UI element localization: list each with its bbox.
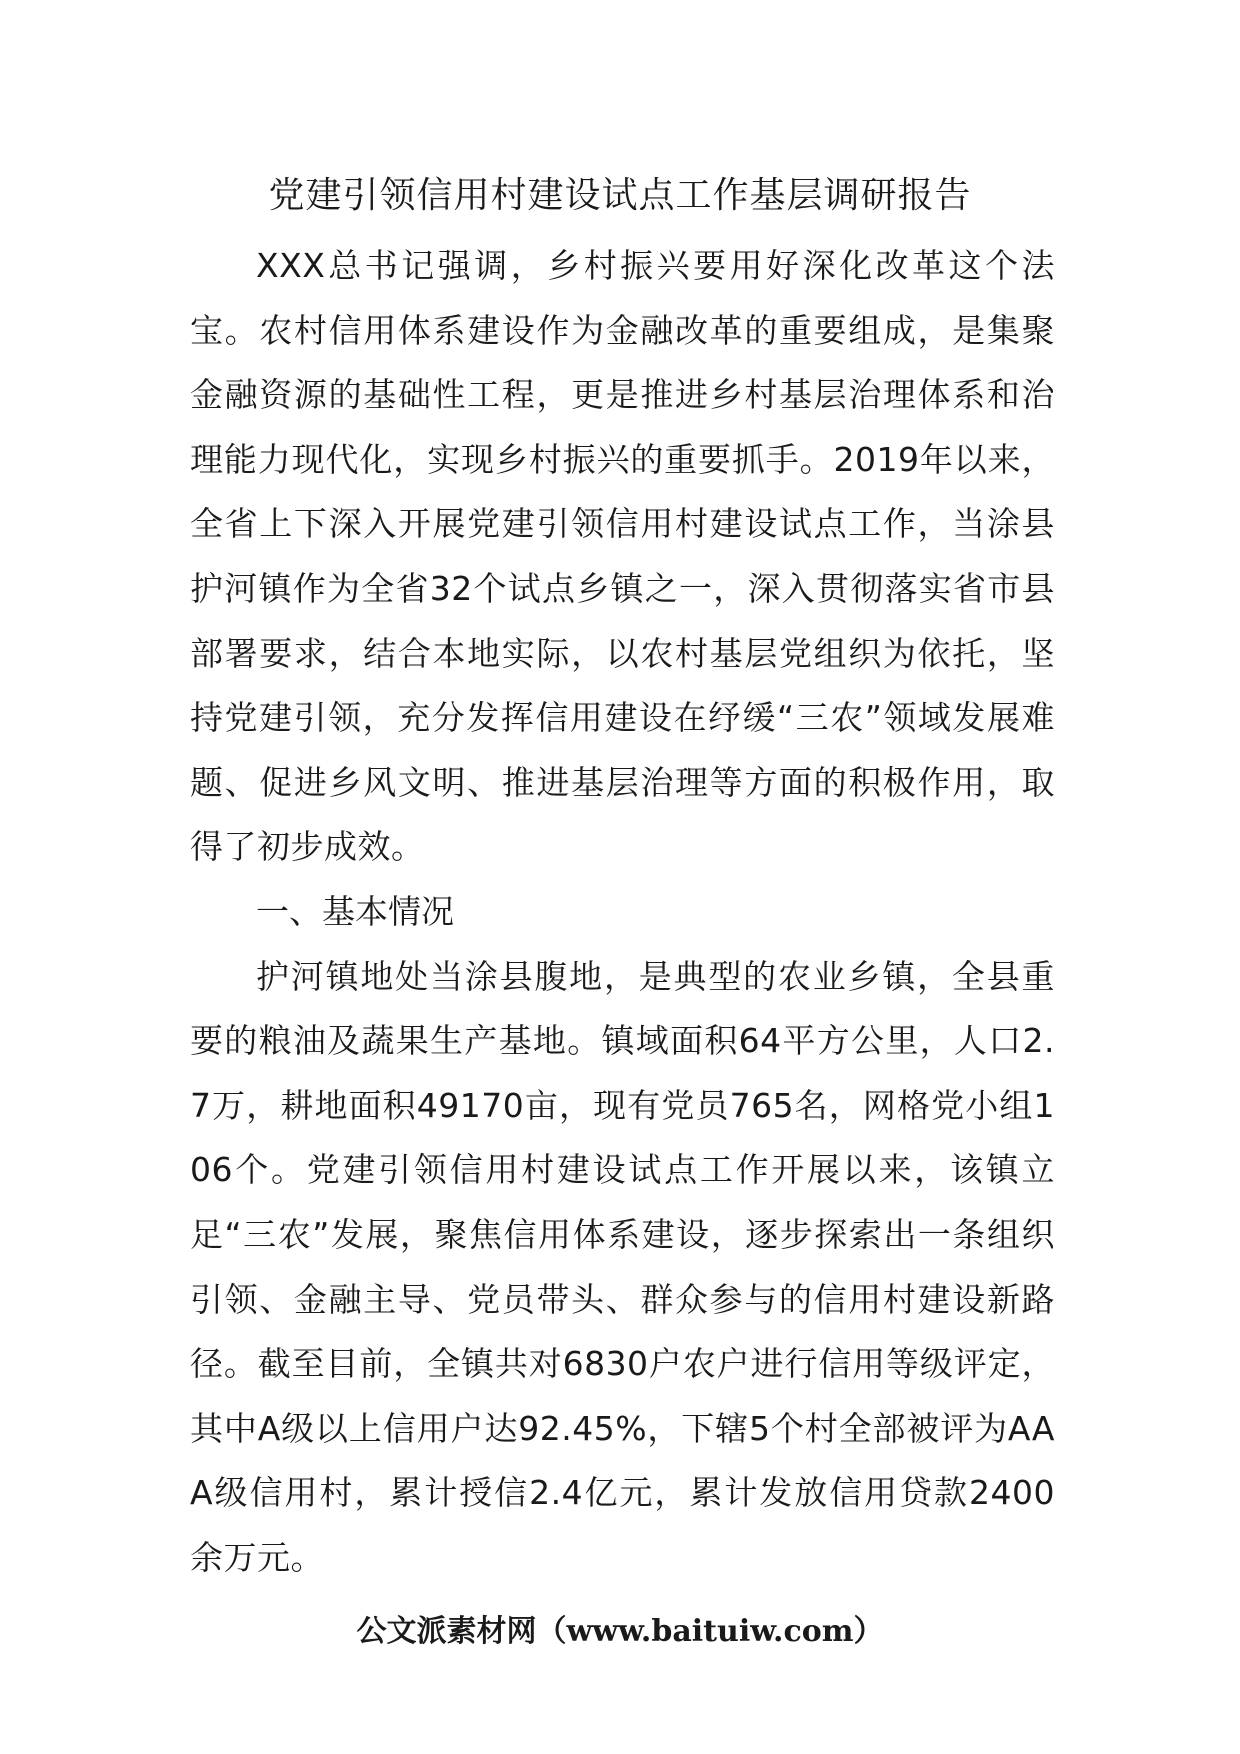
document-title: 党建引领信用村建设试点工作基层调研报告 (268, 175, 972, 216)
basic-situation-paragraph: 护河镇地处当涂县腹地，是典型的农业乡镇，全县重要的粮油及蔬果生产基地。镇域面积64平方公里，人口2.7万，耕地面积49170亩，现有党员765名，网格党小组106个。党建引领信用村建设试点工作开展以来，该镇立足“三农”发展，聚焦信用体系建设，逐步探索出一条组织引领、金融主导、党员带头、群众参与的信用村建设新路径。截至目前，全镇共对6830户农户进行信用等级评定，其中A级以上信用户达92.45%，下辖5个村全部被评为AAA级信用村，累计授信2.4亿元，累计发放信用贷款2400余万元。 (190, 956, 1055, 1577)
document-body (190, 234, 1055, 1590)
section-heading-basic-situation: 一、基本情况 (256, 891, 454, 931)
intro-paragraph: XXX总书记强调，乡村振兴要用好深化改革这个法宝。农村信用体系建设作为金融改革的重要组成，是集聚金融资源的基础性工程，更是推进乡村基层治理体系和治理能力现代化，实现乡村振兴的重要抓手。2019年以来，全省上下深入开展党建引领信用村建设试点工作，当涂县护河镇作为全省32个试点乡镇之一，深入贯彻落实省市县部署要求，结合本地实际，以农村基层党组织为依托，坚持党建引领，充分发挥信用建设在纾缓“三农”领域发展难题、促进乡风文明、推进基层治理等方面的积极作用，取得了初步成效。 (190, 246, 1055, 867)
source-footer: 公文派素材网（www.baituiw.com） (356, 1614, 884, 1649)
